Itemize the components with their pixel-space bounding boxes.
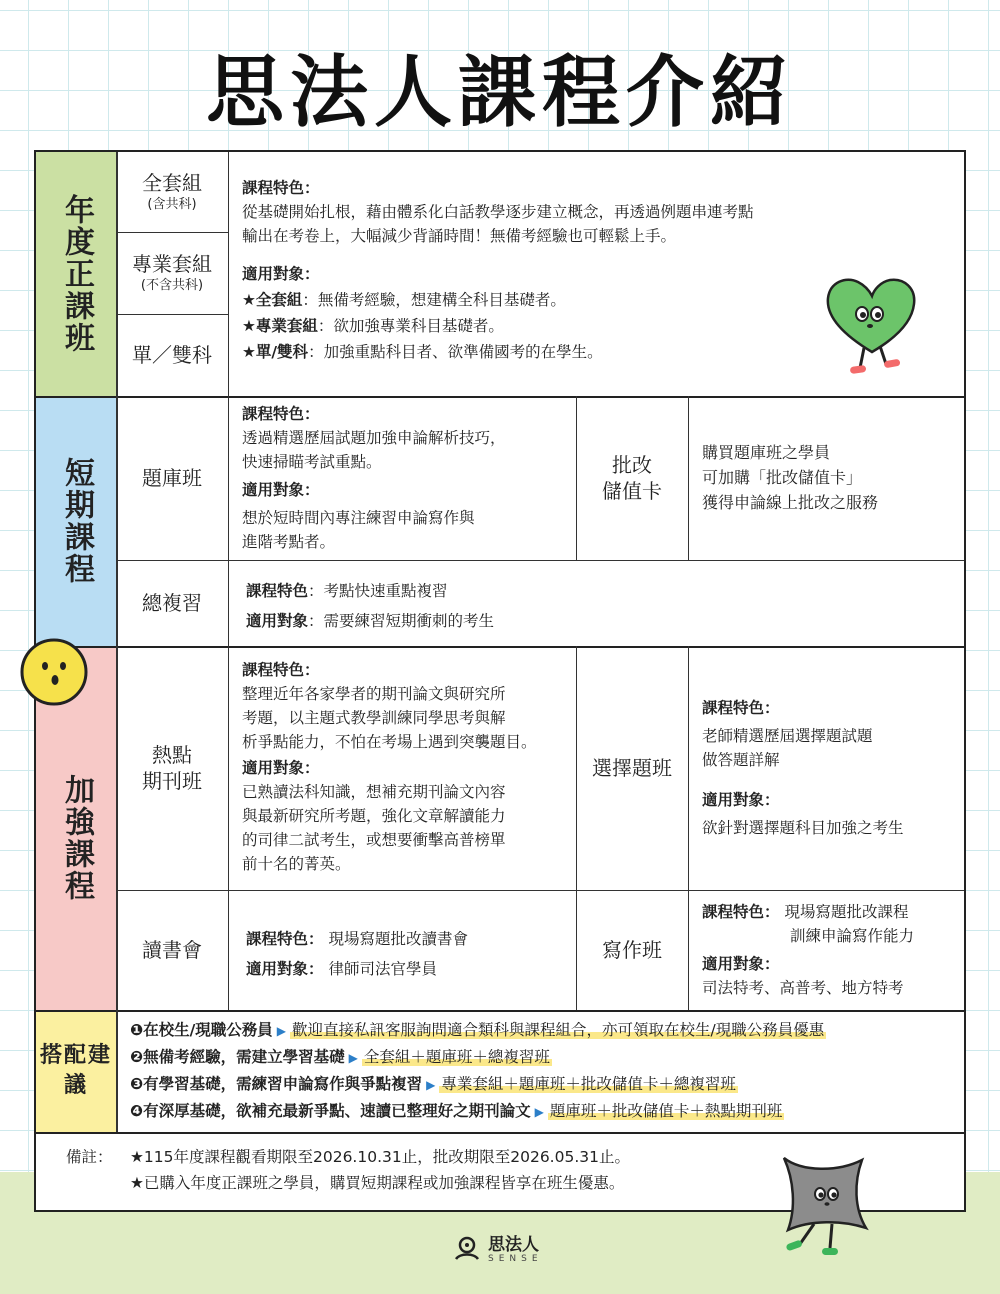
question-bank-target-line2: 進階考點者。	[242, 533, 336, 551]
course-single-double	[116, 314, 228, 396]
multiple-choice-target-label: 適用對象：	[702, 791, 780, 809]
question-bank-target-label: 適用對象：	[242, 481, 320, 499]
arrow-right-icon: ▶	[348, 1051, 358, 1065]
review-description	[246, 576, 846, 636]
journal-feature-line2: 考題，以主題式教學訓練同學思考與解	[242, 709, 506, 727]
multiple-choice-target-text: 欲針對選擇題科目加強之考生	[702, 819, 904, 837]
journal-feature-label: 課程特色：	[242, 661, 320, 679]
multiple-choice-feature-line1: 老師精選歷屆選擇題試題	[702, 727, 873, 745]
advice-item-1	[130, 1018, 826, 1043]
notes-label: 備註：	[66, 1148, 113, 1166]
advice-2-lead: 無備考經驗，需建立學習基礎	[143, 1048, 345, 1066]
review-target-label: 適用對象	[246, 612, 309, 630]
advice-item-4	[130, 1099, 784, 1124]
annual-target2-text: ：欲加強專業科目基礎者。	[317, 317, 504, 335]
question-bank-feature-line1: 透過精選歷屆試題加強申論解析技巧，	[242, 429, 506, 447]
correction-card-line3: 獲得申論線上批改之服務	[702, 493, 879, 512]
advice-1-lead: 在校生/現職公務員	[143, 1021, 273, 1039]
reading-feature-text: 現場寫題批改讀書會	[328, 930, 468, 948]
journal-description	[242, 658, 576, 876]
notes-line1: ★115年度課程觀看期限至2026.10.31止，批改期限至2026.05.31止。	[130, 1148, 630, 1166]
multiple-choice-feature-label: 課程特色：	[702, 699, 780, 717]
annual-target1-text: ：無備考經驗，想建構全科目基礎者。	[302, 291, 566, 309]
journal-target-label: 適用對象：	[242, 759, 320, 777]
course-reading-label: 讀書會	[142, 938, 202, 962]
advice-3-num: ❸	[130, 1075, 144, 1093]
advice-4-plan: 題庫班＋批改儲值卡＋熱點期刊班	[549, 1102, 783, 1120]
brand-logo-icon	[452, 1235, 482, 1265]
writing-description	[702, 900, 962, 1000]
course-reading	[116, 890, 228, 1010]
course-question-bank	[116, 396, 228, 560]
correction-card-description	[702, 440, 952, 515]
course-full-set-note: (含共科)	[147, 197, 197, 212]
writing-target-text: 司法特考、高普考、地方特考	[702, 979, 904, 997]
course-pro-set-label: 專業套組	[132, 252, 212, 276]
arrow-right-icon: ▶	[534, 1105, 544, 1119]
annual-target-label: 適用對象：	[242, 265, 320, 283]
question-bank-description	[242, 402, 572, 554]
annual-target3-text: ：加強重點科目者、欲準備國考的在學生。	[308, 343, 603, 361]
advice-item-2	[130, 1045, 552, 1070]
annual-target3-name: ★單/雙科	[242, 343, 309, 361]
question-bank-feature-label: 課程特色：	[242, 405, 320, 423]
writing-name: 寫作班	[602, 938, 662, 962]
course-review	[116, 560, 228, 646]
advice-3-lead: 有學習基礎，需練習申論寫作與爭點複習	[143, 1075, 423, 1093]
course-single-double-label: 單／雙科	[132, 343, 212, 367]
course-journal-label-line1: 熱點	[152, 743, 192, 767]
advice-1-num: ❶	[130, 1021, 144, 1039]
advice-item-3	[130, 1072, 738, 1097]
course-table	[34, 150, 966, 1212]
brand-sub: SENSE	[488, 1254, 543, 1264]
question-bank-feature-line2: 快速掃瞄考試重點。	[242, 453, 382, 471]
arrow-right-icon: ▶	[426, 1078, 436, 1092]
course-pro-set	[116, 232, 228, 314]
course-pro-set-note: (不含共科)	[140, 278, 204, 293]
annual-feature-line2: 輸出在考卷上，大幅減少背誦時間！無備考經驗也可輕鬆上手。	[242, 227, 677, 245]
annual-target1-name: ★全套組	[242, 291, 303, 309]
correction-card-name-line1: 批改	[612, 453, 652, 477]
multiple-choice-description	[702, 696, 952, 840]
advice-3-plan: 專業套組＋題庫班＋批改儲值卡＋總複習班	[441, 1075, 736, 1093]
heart-mascot-icon	[822, 272, 922, 382]
annual-description	[242, 176, 862, 364]
course-journal	[116, 646, 228, 890]
journal-target-line2: 與最新研究所考題，強化文章解讀能力	[242, 807, 506, 825]
brand-logo	[452, 1235, 543, 1265]
journal-target-line1: 已熟讀法科知識，想補充期刊論文內容	[242, 783, 506, 801]
review-feature-text: ：考點快速重點複習	[308, 582, 448, 600]
notes-line2: ★已購入年度正課班之學員，購買短期課程或加強課程皆享在班生優惠。	[130, 1174, 625, 1192]
annual-target2-name: ★專業套組	[242, 317, 318, 335]
brand-name: 思法人	[488, 1235, 539, 1255]
category-plus: 加強課程	[36, 646, 116, 1010]
category-short: 短期課程	[36, 396, 116, 646]
advice-4-lead: 有深厚基礎，欲補充最新爭點、速讀已整理好之期刊論文	[143, 1102, 531, 1120]
reading-target-label: 適用對象：	[246, 960, 324, 978]
category-advice: 搭配建議	[36, 1010, 116, 1132]
reading-feature-label: 課程特色：	[246, 930, 324, 948]
review-feature-label: 課程特色	[246, 582, 309, 600]
advice-2-num: ❷	[130, 1048, 144, 1066]
annual-feature-line1: 從基礎開始扎根，藉由體系化白話教學逐步建立概念，再透過例題串連考點	[242, 203, 754, 221]
course-review-label: 總複習	[142, 591, 202, 615]
advice-4-num: ❹	[130, 1102, 144, 1120]
writing-target-label: 適用對象：	[702, 955, 780, 973]
review-target-text: ：需要練習短期衝刺的考生	[308, 612, 495, 630]
course-question-bank-label: 題庫班	[142, 466, 202, 490]
page-title: 思法人課程介紹	[205, 48, 794, 138]
advice-1-plan: 歡迎直接私訊客服詢問適合類科與課程組合，亦可領取在校生/現職公務員優惠	[292, 1021, 825, 1039]
writing-feature-label: 課程特色：	[702, 903, 780, 921]
course-full-set	[116, 152, 228, 232]
correction-card-name	[576, 396, 688, 560]
correction-card-name-line2: 儲值卡	[602, 479, 662, 503]
annual-feature-label: 課程特色：	[242, 179, 320, 197]
category-annual: 年度正課班	[36, 152, 116, 396]
course-full-set-label: 全套組	[142, 171, 202, 195]
course-journal-label-line2: 期刊班	[142, 769, 202, 793]
reading-target-text: 律師司法官學員	[328, 960, 437, 978]
multiple-choice-feature-line2: 做答題詳解	[702, 751, 780, 769]
journal-target-line3: 的司律二試考生，或想要衝擊高普榜單	[242, 831, 506, 849]
question-bank-target-line1: 想於短時間內專注練習申論寫作與	[242, 509, 475, 527]
writing-feature-line1: 現場寫題批改課程	[784, 903, 909, 921]
star-mascot-icon	[770, 1150, 880, 1262]
arrow-right-icon: ▶	[276, 1024, 287, 1038]
writing-feature-line2: 訓練申論寫作能力	[790, 927, 915, 945]
correction-card-line2: 可加購「批改儲值卡」	[702, 468, 863, 487]
advice-2-plan: 全套組＋題庫班＋總複習班	[363, 1048, 550, 1066]
correction-card-line1: 購買題庫班之學員	[702, 443, 831, 462]
surprised-face-icon	[18, 636, 90, 708]
multiple-choice-name: 選擇題班	[592, 756, 672, 780]
journal-target-line4: 前十名的菁英。	[242, 855, 351, 873]
journal-feature-line3: 析爭點能力，不怕在考場上遇到突襲題目。	[242, 733, 537, 751]
reading-description	[246, 924, 576, 984]
journal-feature-line1: 整理近年各家學者的期刊論文與研究所	[242, 685, 506, 703]
